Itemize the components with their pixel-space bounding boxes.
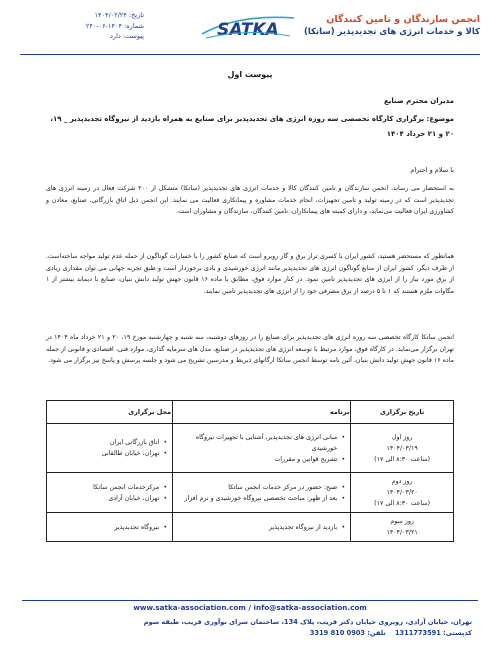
day-time: (ساعت ۸:۳۰ الی ۱۷) <box>374 455 431 463</box>
program-item: • بعد از ظهر: مباحث تخصصی نیروگاه خورشیدی و نرم افزار <box>178 493 345 504</box>
org-line2: کالا و خدمات انرژی های تجدیدپذیر (ساتکا) <box>303 27 480 37</box>
date-label: تاریخ: <box>128 11 144 19</box>
greeting: با سلام و احترام <box>410 166 454 174</box>
paragraph-2: همانطور که مستحضر هستید، کشور ایران با کسری تراز برق و گاز روبرو است که صنایع کشور را با خسارات گوناگون از حمله عدم تولید مواجه ساخته‌است. از طرف دیگر، کشور ایران از منابع گوناگون انرژی های تجدیدپذیر مانند انرژی خورشیدی و بادی برخوردار است و طبق تجربه جهانی می توان مقداری زیادی از برق مورد نیاز را از انرژی های تجدیدپذیر تامین نمود. در کنار موارد فوق، مطابق با ماده ۱۶ قانون جهش تولید دانش بنیان، صنایع با دیماند بیشتر از ۱ مگاوات ملزم هستند که ۱ تا ۵ درصد از برق مصرفی خود را از انرژی های تجدیدپذیر تامین نمایند. <box>46 253 454 296</box>
subject-line: موضوع: برگزاری کارگاه تخصصی سه روزه انرژی های تجدیدپذیر برای صنایع به همراه بازدید از نیروگاه تجدیدپذیر _ ۱۹، ۲۰ و ۲۱ خرداد ۱۴۰۴ <box>50 115 454 138</box>
postal-value: 1311773591 <box>394 629 441 637</box>
place-item: • مرکزخدمات انجمن ساتکا <box>52 482 167 493</box>
paragraph-1: به استحضار می رساند، انجمن سازندگان و تامین کنندگان کالا و خدمات انرژی های تجدیدپذیر (ساتکا) متشکل از ۲۰۰ شرکت فعال در زمینه انرژی های تجدیدپذیر است که در زمینه تولید و تامین تجهیزات، انجام خدمات مشاوره و پیمانکاری فعالیت می نمایند. این انجمن ذیل اتاق بازرگانی، صنایع، معادن و کشاورزی ایران فعالیت می‌نماید، و دارای کمیته های پیمانکاران، تامین کنندگان، سازندگان و مشاوران است. <box>46 185 454 216</box>
date-value: ۱۴۰۴/۰۲/۲۴ <box>94 11 127 19</box>
day-label: روز اول <box>391 433 413 441</box>
table-header-row <box>47 401 454 424</box>
program-item: • تشریح قوانین و مقررات <box>178 454 345 465</box>
footer-address: تهران، خیابان آزادی، روبروی خیابان دکتر قریب، پلاک 134، ساختمان سرای نوآوری قریب، طبقه سوم <box>143 618 472 626</box>
org-line1: انجمن سازندگان و تامین کنندگان <box>326 14 480 25</box>
number-label: شماره: <box>124 21 144 30</box>
annex-title: پیوست اول <box>227 70 273 79</box>
place-item: • نیروگاه تجدیدپذیر <box>52 522 167 533</box>
date-cell <box>351 473 454 513</box>
letter-meta <box>24 10 144 42</box>
header-program: برنامه <box>173 401 351 424</box>
date-cell <box>351 513 454 542</box>
paragraph-3: انجمن ساتکا کارگاه تخصصی سه روزه انرژی های تجدیدپذیر برای صنایع را در روزهای دوشنبه، سه شنبه و چهارشنبه مورخ ۱۹، ۲۰ و ۲۱ خرداد ماه ۱۴۰۴ در تهران برگزار می‌نماید. در کارگاه فوق، موارد مرتبط با توسعه انرژی های تجدیدپذیر در صنایع، مدل های سرمایه گذاری، موارد فنی، اقتصادی و قانونی از جمله ماده ۱۶ قانون جهش تولید دانش بنیان، آئین نامه توسط انجمن ساتکا ارگانهای ذیربط و مدرسین تشریح می شود و جلسه پرسش و پاسخ نیز برگزار می شود. <box>46 334 454 365</box>
date-line <box>24 10 144 21</box>
footer-address-block <box>28 617 472 639</box>
day-time: (ساعت ۸:۳۰ الی ۱۷) <box>374 500 431 507</box>
program-cell <box>173 473 351 513</box>
footer-contact <box>28 628 472 639</box>
satka-logo <box>198 12 298 42</box>
logo-text: SATKA <box>217 20 279 40</box>
phone-value: 0903 810 3319 <box>309 629 365 637</box>
attachment-line <box>24 31 144 42</box>
place-item: • تهران، خیابان طالقانی <box>52 448 167 459</box>
day-date: ۱۴۰۴/۰۳/۱۹ <box>386 444 418 452</box>
table-row <box>47 473 454 513</box>
number-line <box>24 21 144 32</box>
postal-label: کدپستی: <box>443 629 472 637</box>
table-row <box>47 513 454 542</box>
program-item: • بازدید از نیروگاه تجدیدپذیر <box>178 522 345 533</box>
header-divider <box>20 54 480 55</box>
org-name <box>300 13 480 38</box>
footer-web[interactable]: www.satka-association.com / info@satka-association.com <box>133 603 367 612</box>
footer-divider <box>22 600 478 601</box>
program-cell <box>173 513 351 542</box>
place-cell <box>47 424 173 473</box>
attachment-label: پیوست: <box>122 32 144 40</box>
place-item: • تهران، خیابان آزادی <box>52 493 167 504</box>
program-cell <box>173 424 351 473</box>
header-date: تاریخ برگزاری <box>351 401 454 424</box>
number-value: ۱۴۰۴-۰۶-۲۴۰ <box>85 21 122 30</box>
day-date: ۱۴۰۴/۰۳/۲۱ <box>386 529 418 536</box>
date-cell <box>351 424 454 473</box>
attachment-value: دارد <box>110 32 121 40</box>
table-row <box>47 424 454 473</box>
program-item: • صبح: حضور در مرکز خدمات انجمن ساتکا <box>178 482 345 493</box>
day-label: روز سوم <box>390 518 414 525</box>
place-item: • اتاق بازرگانی ایران <box>52 437 167 448</box>
recipient: مدیران محترم صنایع <box>384 97 454 105</box>
day-date: ۱۴۰۴/۰۳/۲۰ <box>386 489 418 496</box>
phone-label: تلفن: <box>367 629 386 637</box>
schedule-table <box>46 400 454 542</box>
header-place: محل برگزاری <box>47 401 173 424</box>
day-label: روز دوم <box>391 478 413 485</box>
program-item: • مبانی انرژی های تجدیدپذیر، آشنایی با تجهیزات نیروگاه خورشیدی <box>178 432 345 454</box>
place-cell <box>47 513 173 542</box>
place-cell <box>47 473 173 513</box>
